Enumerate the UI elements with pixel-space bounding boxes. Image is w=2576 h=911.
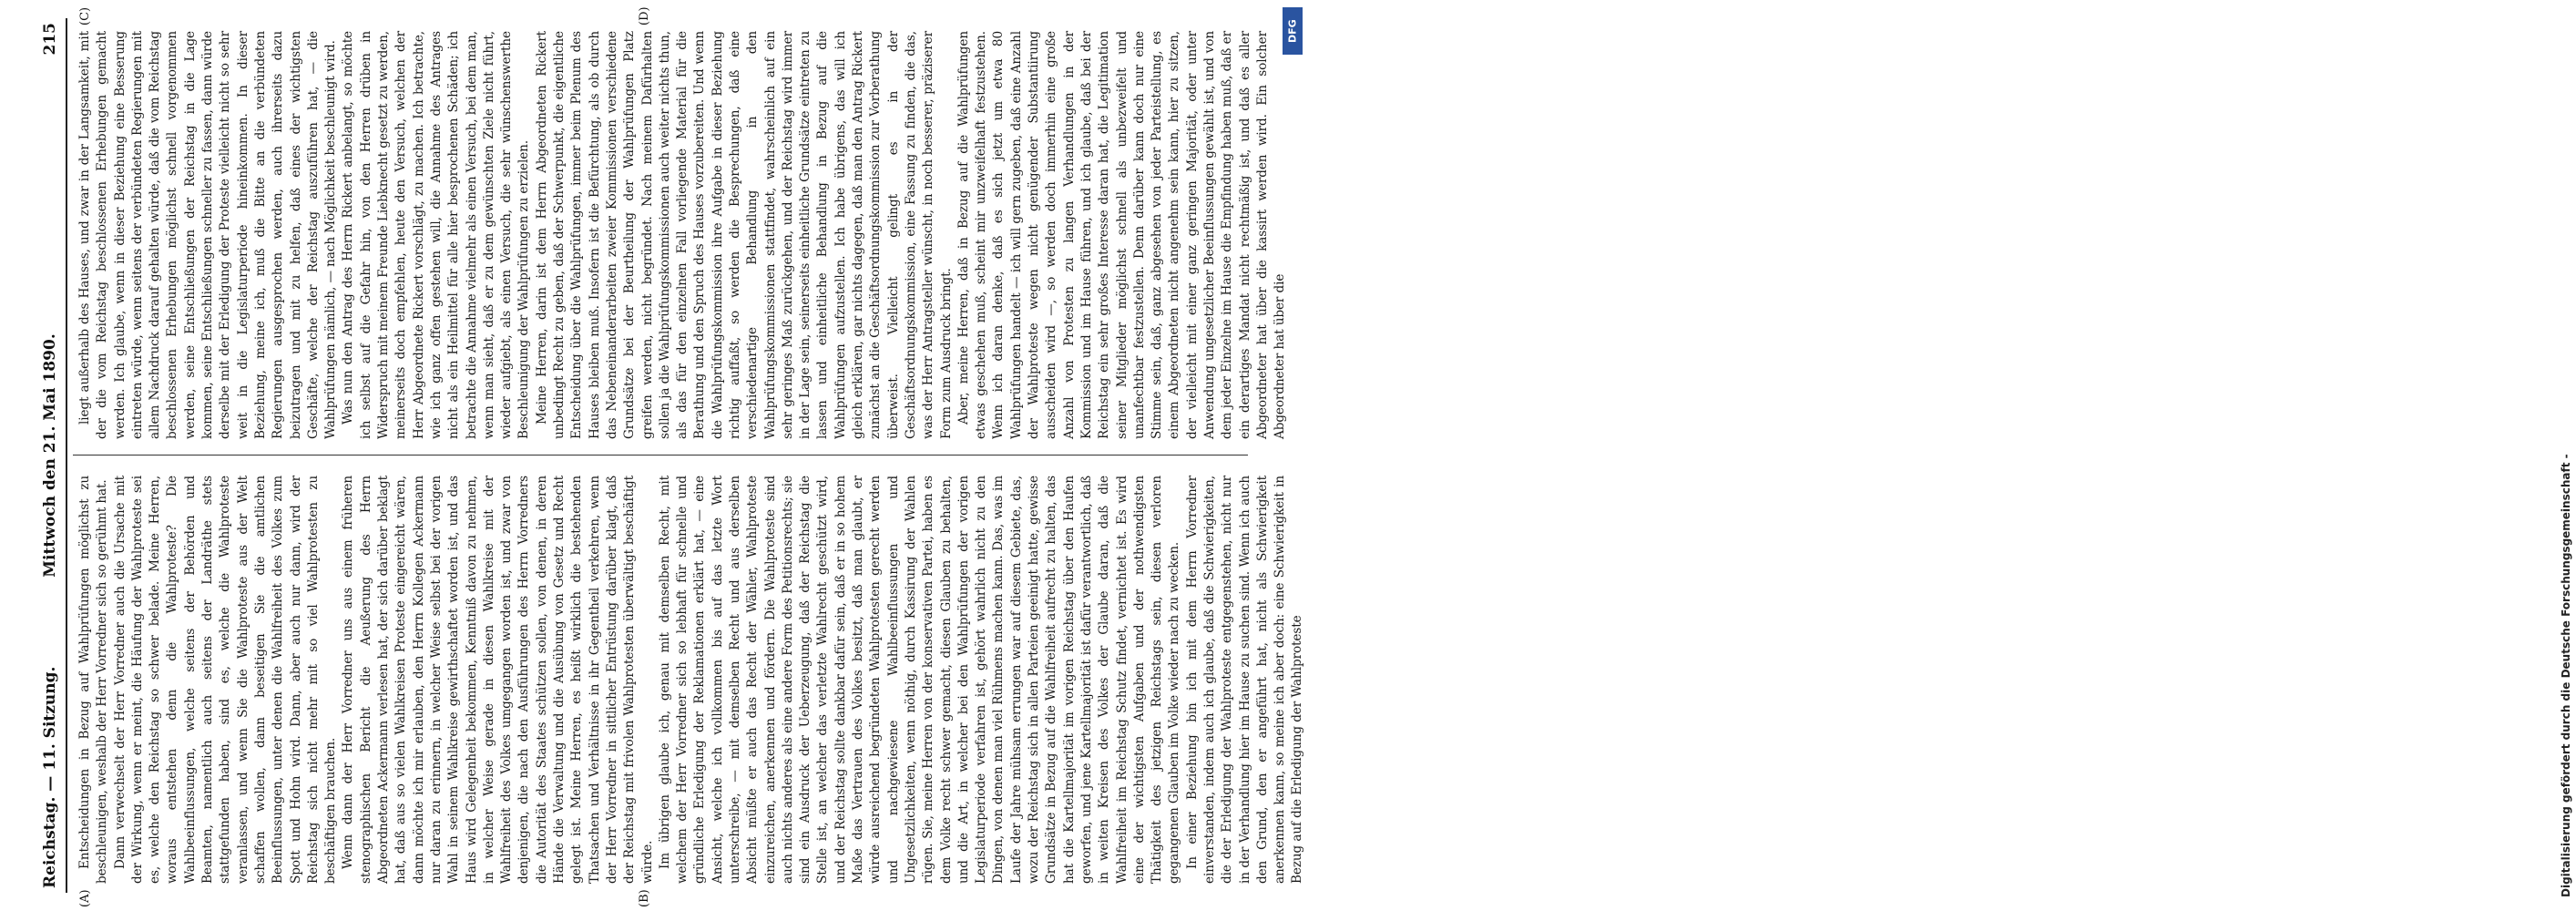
- paragraph: Was nun den Antrag des Herrn Rickert anbelangt, so möchte ich selbst auf die Gefahr hin, von den Herren drüben in Widerspruch mit meinem Freunde Liebknecht gesetzt zu werden, meinerseits doch empfehlen, heute den Versuch, welchen der Herr Abgeordnete Rickert vorschlägt, zu machen. Ich betrachte, wie ich ganz offen gestehen will, die Annahme des Antrages nicht als ein Heilmittel für alle hier besprochenen Schäden; ich betrachte die Annahme vielmehr als einen Versuch, bei dem man, wenn man sieht, daß er zu dem gewünschten Ziele nicht führt, wieder aufgiebt, als einen Versuch, die sehr wünschenswerthe Beschleunigung der Wahlprüfungen zu erzielen.: [341, 31, 532, 439]
- paragraph: liegt außerhalb des Hauses, und zwar in der Langsamkeit, mit der die vom Reichstag beschlossenen Erhebungen gemacht werden. Ich glaube, wenn in dieser Beziehung eine Besserung eintreten würde, wenn seitens der verbündeten Regierungen mit allem Nachdruck darauf gehalten würde, daß die vom Reichstag beschlossenen Erhebungen möglichst schnell vorgenommen werden, seine Entschließungen der Reichstag in die Lage kommen, seine Entschließungen schneller zu fassen, dann würde derselbe mit der Erledigung der Proteste vielleicht nicht so sehr weit in die Legislaturperiode hineinkommen. In dieser Beziehung, meine ich, muß die Bitte an die verbündeten Regierungen ausgesprochen werden, auch ihrerseits dazu beizutragen und mit zu helfen, daß eines der wichtigsten Geschäfte, welche der Reichstag auszuführen hat, — die Wahlprüfungen nämlich, — nach Möglichkeit beschleunigt wird.: [77, 31, 339, 439]
- paragraph: Aber, meine Herren, daß in Bezug auf die Wahlprüfungen etwas geschehen muß, scheint mir unzweifelhaft festzustehen. Wenn ich daran denke, daß es sich jetzt um etwa 80 Wahlprüfungen handelt — ich will gern zugeben, daß eine Anzahl der Wahlproteste wegen nicht genügender Substantiirung ausscheiden wird —, so werden doch immerhin eine große Anzahl von Protesten zu langen Verhandlungen in der Kommission und im Hause führen, und ich glaube, daß bei der Reichstag ein sehr großes Interesse daran hat, die Legitimation seiner Mitglieder möglichst schnell als unbezweifelt und unanfechtbar festzustellen. Denn darüber kann doch nur eine Stimme sein, daß, ganz abgesehen von jeder Parteistellung, es einem Abgeordneten nicht angenehm sein kann, hier zu sitzen, der vielleicht mit einer ganz geringen Majorität, oder unter Anwendung ungesetzlicher Beeinflussungen gewählt ist, und von dem jeder Einzelne im Hause die Empfindung haben muß, daß er ein derartiges Mandat nicht rechtmäßig ist, und daß es aller Abgeordneter hat über die kassirt werden wird. Ein solcher Abgeordneter hat über die: [956, 31, 1288, 439]
- dfg-logo-icon: DFG: [1283, 7, 1303, 55]
- paragraph: Im übrigen glaube ich, genau mit demselben Recht, mit welchem der Herr Vorredner sich so lebhaft für schnelle und gründliche Erledigung der Reklamationen erklärt hat, — eine Ansicht, welche ich vollkommen bis auf das letzte Wort unterschreibe, — mit demselben Recht und aus derselben Absicht müßte er auch das Recht der Wähler, Wahlproteste einzureichen, anerkennen und fördern. Die Wahlproteste sind auch nichts anderes als eine andere Form des Petitionsrechts; sie sind ein Ausdruck der Ueberzeugung, daß der Reichstag die Stelle ist, an welcher das verletzte Wahlrecht geschützt wird, und der Reichstag sollte dankbar dafür sein, daß er in so hohem Maße das Vertrauen des Volkes besitzt, daß man glaubt, er würde ausreichend begründeten Wahlprotesten gerecht werden und nachgewiesene Wahlbeeinflussungen und Ungesetzlichkeiten, wenn nöthig, durch Kassirung der Wahlen rügen. Sie, meine Herren von der konservativen Partei, haben es dem Volke recht schwer gemacht, diesen Glauben zu behalten, und die Art, in welcher bei den Wahlprüfungen der vorigen Legislaturperiode verfahren ist, gehört wahrlich nicht zu den Dingen, von denen man viel Rühmens machen kann. Das, was im Laufe der Jahre mühsam errungen war auf diesem Gebiete, das, wozu der Reichstag sich in allen Parteien geeinigt hatte, gewisse Grundsätze in Bezug auf die Wahlfreiheit aufrecht zu halten, das hat die Kartellmajorität im vorigen Reichstag über den Haufen geworfen, und jene Kartellmajorität ist dafür verantwortlich, daß in weiten Kreisen des Volkes der Glaube daran, daß die Wahlfreiheit im Reichstag Schutz findet, vernichtet ist. Es wird eine der wichtigsten Aufgaben und der nothwendigsten Thätigkeit des jetzigen Reichstags sein, diesen verloren gegangenen Glauben im Volke wieder nach zu wecken.: [657, 476, 1182, 884]
- paragraph: Dann verwechselt der Herr Vorredner auch die Ursache mit der Wirkung, wenn er meint, die Häufung der Wahlproteste sei es, welche den Reichstag so schwer belade. Meine Herren, woraus entstehen denn die Wahlproteste? Die Wahlbeeinflussungen, welche seitens der Behörden und Beamten, namentlich auch seitens der Landräthe stets stattgefunden haben, sind es, welche die Wahlproteste veranlassen, und wenn Sie die Wahlproteste aus der Welt schaffen wollen, dann beseitigen Sie die amtlichen Beeinflussungen, unter denen die Wahlfreiheit des Volkes zum Spott und Hohn wird. Dann, aber auch nur dann, wird der Reichstag sich nicht mehr mit so viel Wahlprotesten zu beschäftigen brauchen.: [112, 476, 339, 884]
- paragraph: Meine Herren, darin ist dem Herrn Abgeordneten Rickert unbedingt Recht zu geben, daß der Schwerpunkt, die eigentliche Entscheidung über die Wahlprüfungen, immer beim Plenum des Hauses bleiben muß. Insofern ist die Befürchtung, als ob durch das Nebeneinanderarbeiten zweier Kommissionen verschiedene Grundsätze bei der Beurtheilung der Wahlprüfungen Platz greifen werden, nicht begründet. Nach meinem Dafürhalten sollen ja die Wahlprüfungskommissionen auch weiter nichts thun, als das für den einzelnen Fall vorliegende Material für die Berathung und den Spruch des Hauses vorzubereiten. Und wenn die Wahlprüfungskommission ihre Aufgabe in dieser Beziehung richtig auffaßt, so werden die Besprechungen, daß eine verschiedenartige Behandlung in den Wahlprüfungskommissionen stattfindet, wahrscheinlich auf ein sehr geringes Maß zurückgehen, und der Reichstag wird immer in der Lage sein, seinerseits einheitliche Grundsätze eintreten zu lassen und einheitliche Behandlung in Bezug auf die Wahlprüfungen aufzustellen. Ich habe übrigens, das will ich gleich erklären, gar nichts dagegen, daß man den Antrag Rickert zunächst an die Geschäftsordnungskommission zur Vorberathung überweist. Vielleicht gelingt es in der Geschäftsordnungskommission, eine Fassung zu finden, die das, was der Herr Antragsteller wünscht, in noch besserer, präziserer Form zum Ausdruck bringt.: [534, 31, 954, 439]
- page-number: 215: [41, 23, 59, 56]
- margin-marker-a: (A): [78, 889, 92, 907]
- paragraph: Entscheidungen in Bezug auf Wahlprüfungen möglichst zu beschleunigen, weshalb der Herr Vorredner sich so gerühmt hat.: [77, 476, 110, 884]
- margin-marker-c: (C): [78, 6, 92, 26]
- paragraph: In einer Beziehung bin ich mit dem Herrn Vorredner einverstanden, indem auch ich glaube, daß die Schwierigkeiten, die der Erledigung der Wahlproteste entgegenstehen, nicht nur in der Verhandlung hier im Hause zu suchen sind. Wenn ich auch den Grund, den er angeführt hat, nicht als Schwierigkeit anerkennen kann, so meine ich aber doch: eine Schwierigkeit in Bezug auf die Erledigung der Wahlproteste: [1184, 476, 1305, 884]
- left-text-column: [77, 476, 1307, 884]
- page-header: [41, 23, 61, 888]
- right-text-column: [77, 31, 1289, 439]
- margin-marker-d: (D): [638, 6, 651, 26]
- column-divider: [73, 455, 1248, 456]
- header-rule: [66, 18, 67, 893]
- paragraph: Wenn dann der Herr Vorredner uns aus einem früheren stenographischen Bericht die Aeußerung des Herrn Abgeordneten Ackermann verlesen hat, der sich darüber beklagt hat, daß aus so vielen Wahlkreisen Proteste eingereicht wären, dann möchte ich mir erlauben, den Herrn Kollegen Ackermann nur daran zu erinnern, in welcher Weise selbst bei der vorigen Wahl in seinem Wahlkreise gewirthschaftet worden ist, und das Haus wird Gelegenheit bekommen, Kenntniß davon zu nehmen, in welcher Weise gerade in diesen Wahlkreise mit der Wahlfreiheit des Volkes umgegangen worden ist, und zwar von denjenigen, die nach den Ausführungen des Herrn Vorredners die Autorität des Staates schützen sollen, von denen, in deren Hände die Verwaltung und die Ausübung von Gesetz und Recht gelegt ist. Meine Herren, es heißt wirklich die bestehenden Thatsachen und Verhältnisse in ihr Gegentheil verkehren, wenn der Herr Vorredner in sittlicher Entrüstung darüber klagt, daß der Reichstag mit frivolen Wahlprotesten überwältigt beschäftigt würde.: [341, 476, 655, 884]
- margin-marker-b: (B): [638, 889, 651, 907]
- header-session: Reichstag. — 11. Sitzung.: [41, 666, 59, 888]
- digitization-credit-strip: [1268, 0, 2572, 911]
- header-date: Mittwoch den 21. Mai 1890.: [41, 333, 59, 578]
- digitization-credit: Digitalisierung gefördert durch die Deutsche Forschungsgemeinschaft -: [2560, 454, 2572, 897]
